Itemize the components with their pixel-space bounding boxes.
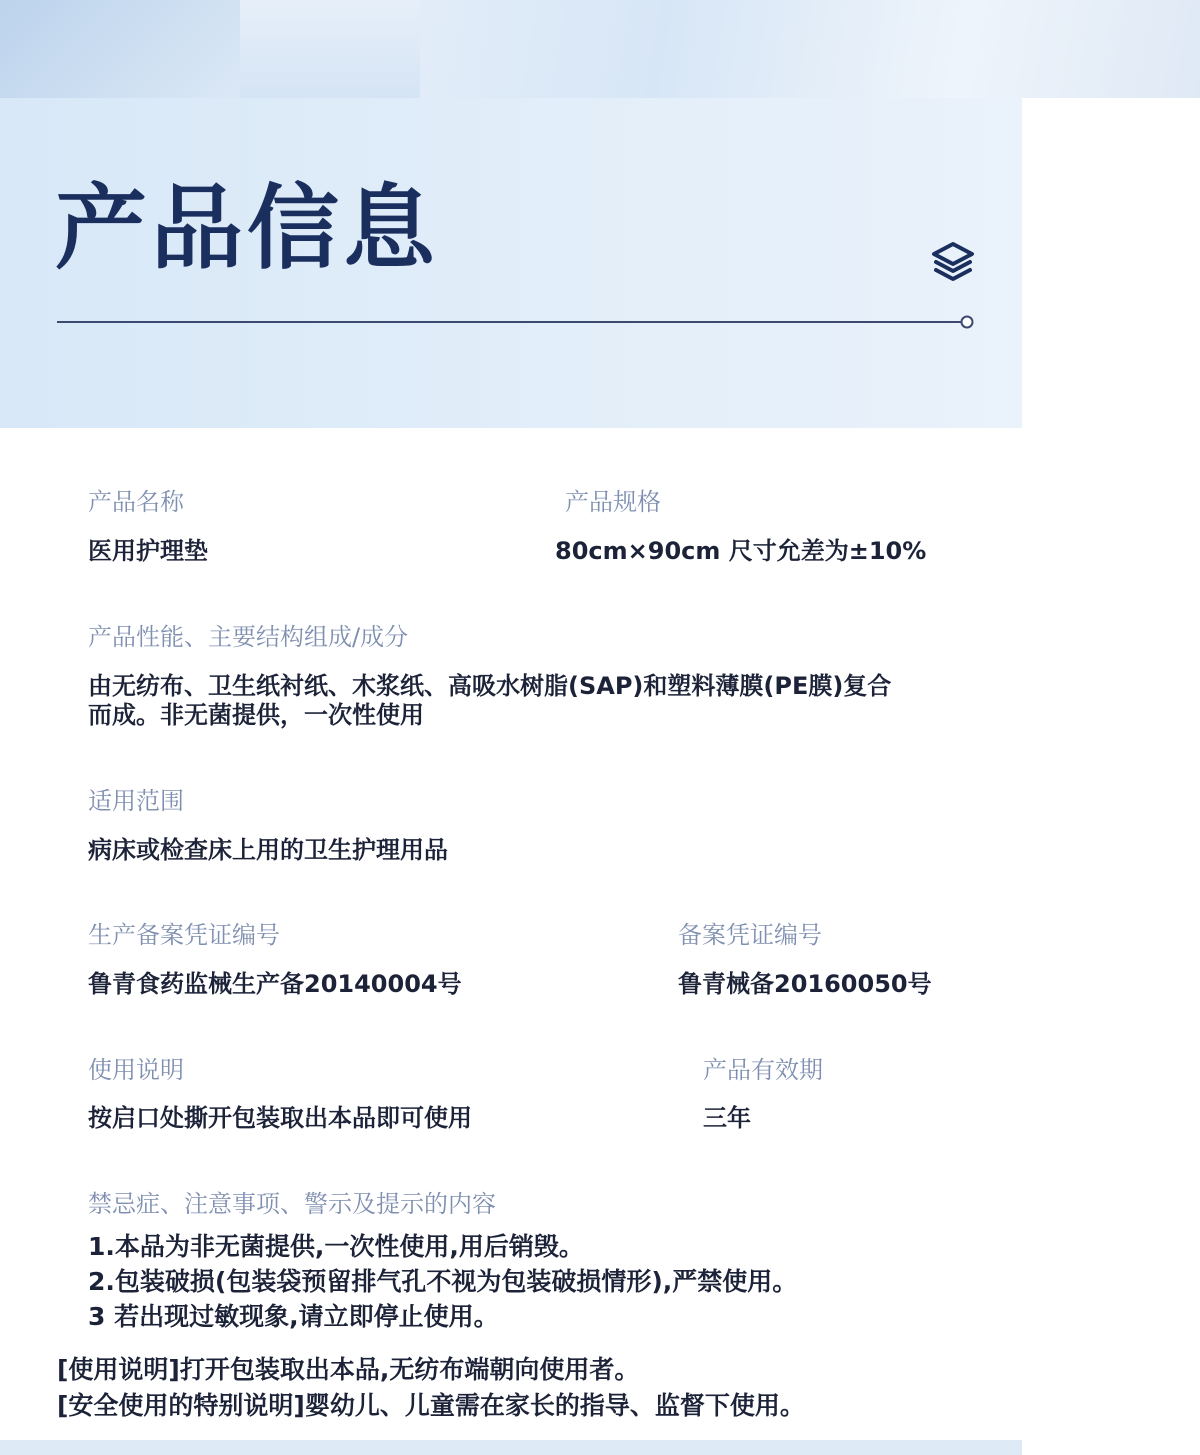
instructions-value: 按启口处撕开包装取出本品即可使用 xyxy=(88,1104,472,1132)
top-banner-image xyxy=(0,0,1200,98)
header-divider xyxy=(57,314,975,330)
warnings-label: 禁忌症、注意事项、警示及提示的内容 xyxy=(88,1190,496,1218)
instructions-label: 使用说明 xyxy=(88,1056,184,1084)
note-safety: [安全使用的特别说明]婴幼儿、儿童需在家长的指导、监督下使用。 xyxy=(57,1391,805,1420)
banner-shape xyxy=(240,0,420,98)
warning-item: 1.本品为非无菌提供,一次性使用,用后销毁。 xyxy=(88,1232,584,1261)
product-name-label: 产品名称 xyxy=(88,488,184,516)
page-title: 产品信息 xyxy=(55,175,440,282)
scope-value: 病床或检查床上用的卫生护理用品 xyxy=(88,836,448,864)
layers-icon xyxy=(928,238,978,288)
production-record-value: 鲁青食药监械生产备20140004号 xyxy=(88,970,462,998)
validity-value: 三年 xyxy=(703,1104,751,1132)
note-usage: [使用说明]打开包装取出本品,无纺布端朝向使用者。 xyxy=(57,1355,640,1384)
record-label: 备案凭证编号 xyxy=(678,921,822,949)
validity-label: 产品有效期 xyxy=(703,1056,823,1084)
banner-shape xyxy=(0,0,240,98)
spec-value: 80cm×90cm 尺寸允差为±10% xyxy=(555,537,927,565)
composition-value-line1: 由无纺布、卫生纸衬纸、木浆纸、高吸水树脂(SAP)和塑料薄膜(PE膜)复合 xyxy=(88,672,892,700)
bottom-band xyxy=(0,1440,1022,1455)
composition-label: 产品性能、主要结构组成/成分 xyxy=(88,623,409,651)
spec-label: 产品规格 xyxy=(565,488,661,516)
scope-label: 适用范围 xyxy=(88,787,184,815)
product-name-value: 医用护理垫 xyxy=(88,537,208,565)
warning-item: 2.包装破损(包装袋预留排气孔不视为包装破损情形),严禁使用。 xyxy=(88,1267,798,1296)
production-record-label: 生产备案凭证编号 xyxy=(88,921,280,949)
record-value: 鲁青械备20160050号 xyxy=(678,970,932,998)
warning-item: 3 若出现过敏现象,请立即停止使用。 xyxy=(88,1302,499,1331)
composition-value-line2: 而成。非无菌提供，一次性使用 xyxy=(88,701,424,729)
